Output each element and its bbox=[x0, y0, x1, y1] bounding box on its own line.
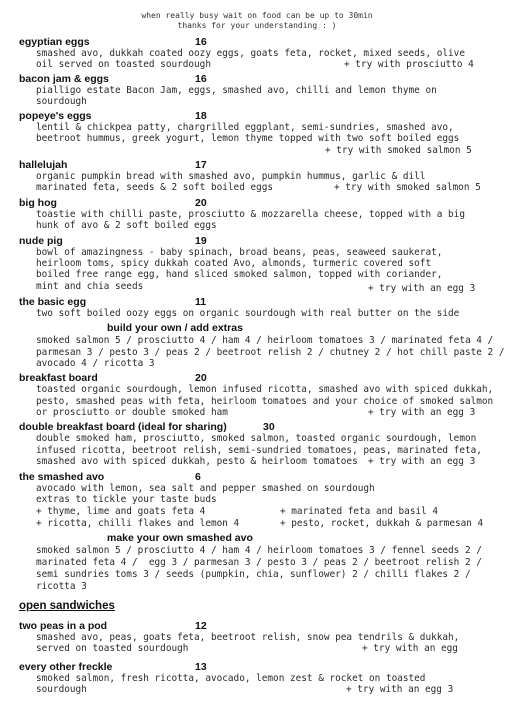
item-price: 18 bbox=[195, 110, 207, 122]
extras-line: semi sundries toms 3 / seeds (pumpkin, chia, sunflower) 2 / chilli flakes 2 / bbox=[36, 569, 471, 580]
item-description-line: toastie with chilli paste, prosciutto & mozzarella cheese, topped with a big bbox=[36, 209, 465, 220]
extras-line: parmesan 3 / pesto 3 / peas 2 / beetroot relish 2 / chutney 2 / hot chill paste 2 / bbox=[36, 347, 505, 358]
item-name: double breakfast board (ideal for sharing) bbox=[19, 421, 227, 433]
wait-time-notice: when really busy wait on food can be up to 30min bbox=[141, 11, 373, 20]
item-description-line: lentil & chickpea patty, chargrilled eggplant, semi-sundries, smashed avo, bbox=[36, 122, 454, 133]
avo-extra-left: + thyme, lime and goats feta 4 bbox=[36, 506, 206, 517]
item-description-line: bowl of amazingness - baby spinach, broad beans, peas, seaweed saukerat, bbox=[36, 247, 443, 258]
extras-line: avocado 4 / ricotta 3 bbox=[36, 358, 155, 369]
item-description-line: smashed avo, dukkah coated oozy eggs, goats feta, rocket, mixed seeds, olive bbox=[36, 48, 465, 59]
item-addon: + try with an egg bbox=[362, 643, 458, 654]
item-description-line: boiled free range egg, hand sliced smoked salmon, topped with coriander, bbox=[36, 269, 443, 280]
item-description-line: sourdough bbox=[36, 96, 87, 107]
item-name: egyptian eggs bbox=[19, 36, 90, 48]
item-price: 20 bbox=[195, 372, 207, 384]
item-price: 30 bbox=[263, 421, 275, 433]
item-price: 6 bbox=[195, 471, 201, 483]
item-description-line: pesto, smashed peas with feta, heirloom tomatoes and your choice of smoked salmon bbox=[36, 396, 494, 407]
item-name: two peas in a pod bbox=[19, 620, 108, 632]
item-description-line: heirloom toms, spicy dukkah coated Avo, almonds, turmeric covered soft bbox=[36, 258, 432, 269]
item-description-line: smashed avo, peas, goats feta, beetroot relish, snow pea tendrils & dukkah, bbox=[36, 632, 460, 643]
make-own-title: make your own smashed avo bbox=[107, 532, 253, 544]
item-addon: + try with an egg 3 bbox=[368, 283, 476, 294]
section-title-open-sandwiches: open sandwiches bbox=[19, 600, 115, 612]
item-price: 16 bbox=[195, 73, 207, 85]
item-description-line: oil served on toasted sourdough bbox=[36, 59, 211, 70]
item-name: breakfast board bbox=[19, 372, 98, 384]
item-price: 20 bbox=[195, 197, 207, 209]
extras-line: ricotta 3 bbox=[36, 581, 87, 592]
item-price: 11 bbox=[195, 296, 207, 308]
extras-line: smoked salmon 5 / prosciutto 4 / ham 4 / heirloom tomatoes 3 / marinated feta 4 / bbox=[36, 335, 494, 346]
item-price: 19 bbox=[195, 235, 207, 247]
item-addon: + try with smoked salmon 5 bbox=[334, 182, 481, 193]
item-addon: + try with smoked salmon 5 bbox=[325, 145, 472, 156]
item-description-line: organic pumpkin bread with smashed avo, pumpkin hummus, garlic & dill bbox=[36, 171, 426, 182]
item-description-line: toasted organic sourdough, lemon infused ricotta, smashed avo with spiced dukkah, bbox=[36, 384, 494, 395]
item-description-line: beetroot hummus, greek yogurt, lemon thyme topped with two soft boiled eggs bbox=[36, 133, 460, 144]
item-description-line: avocado with lemon, sea salt and pepper smashed on sourdough bbox=[36, 483, 375, 494]
item-name: popeye's eggs bbox=[19, 110, 92, 122]
item-name: the smashed avo bbox=[19, 471, 105, 483]
item-price: 17 bbox=[195, 159, 207, 171]
item-description-line: mint and chia seeds bbox=[36, 281, 144, 292]
item-description-line: or prosciutto or double smoked ham bbox=[36, 407, 228, 418]
avo-extra-right: + pesto, rocket, dukkah & parmesan 4 bbox=[280, 518, 484, 529]
item-name: hallelujah bbox=[19, 159, 68, 171]
item-description-line: smoked salmon, fresh ricotta, avocado, lemon zest & rocket on toasted bbox=[36, 673, 426, 684]
item-name: bacon jam & eggs bbox=[19, 73, 109, 85]
item-description-line: sourdough bbox=[36, 684, 87, 695]
item-description-line: extras to tickle your taste buds bbox=[36, 494, 217, 505]
item-name: the basic egg bbox=[19, 296, 87, 308]
item-description-line: double smoked ham, prosciutto, smoked salmon, toasted organic sourdough, lemon bbox=[36, 433, 477, 444]
avo-extra-right: + marinated feta and basil 4 bbox=[280, 506, 439, 517]
item-description-line: served on toasted sourdough bbox=[36, 643, 189, 654]
item-description-line: infused ricotta, beetroot relish, semi-sundried tomatoes, peas, marinated feta, bbox=[36, 445, 482, 456]
item-name: big hog bbox=[19, 197, 57, 209]
avo-extra-left: + ricotta, chilli flakes and lemon 4 bbox=[36, 518, 240, 529]
item-price: 12 bbox=[195, 620, 207, 632]
item-description-line: pialligo estate Bacon Jam, eggs, smashed avo, chilli and lemon thyme on bbox=[36, 85, 437, 96]
item-name: every other freckle bbox=[19, 661, 113, 673]
item-description-line: marinated feta, seeds & 2 soft boiled eggs bbox=[36, 182, 274, 193]
item-addon: + try with an egg 3 bbox=[368, 456, 476, 467]
item-addon: + try with an egg 3 bbox=[346, 684, 454, 695]
build-own-title: build your own / add extras bbox=[107, 322, 243, 334]
item-name: nude pig bbox=[19, 235, 63, 247]
extras-line: marinated feta 4 / egg 3 / parmesan 3 / pesto 3 / peas 2 / beetroot relish 2 / bbox=[36, 557, 482, 568]
item-description-line: two soft boiled oozy eggs on organic sourdough with real butter on the side bbox=[36, 308, 460, 319]
item-price: 16 bbox=[195, 36, 207, 48]
item-addon: + try with an egg 3 bbox=[368, 407, 476, 418]
item-addon: + try with prosciutto 4 bbox=[344, 59, 474, 70]
item-price: 13 bbox=[195, 661, 207, 673]
thanks-notice: thanks for your understanding : ) bbox=[177, 21, 337, 30]
item-description-line: smashed avo with spiced dukkah, pesto & heirloom tomatoes bbox=[36, 456, 358, 467]
item-description-line: hunk of avo & 2 soft boiled eggs bbox=[36, 220, 217, 231]
extras-line: smoked salmon 5 / prosciutto 4 / ham 4 / heirloom tomatoes 3 / fennel seeds 2 / bbox=[36, 545, 482, 556]
